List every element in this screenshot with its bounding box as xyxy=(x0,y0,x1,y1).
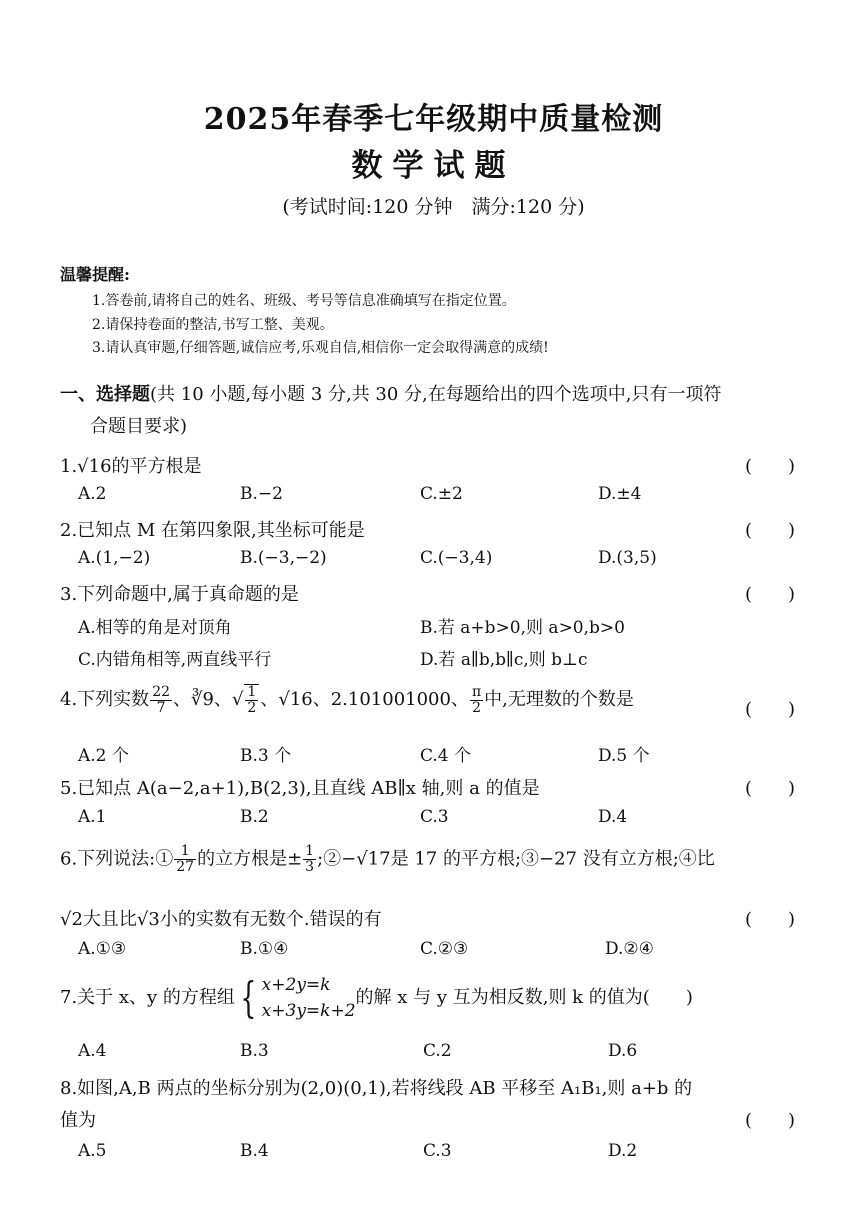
option-c: C.②③ xyxy=(420,939,469,959)
section-desc: (共 10 小题,每小题 3 分,共 30 分,在每题给出的四个选项中,只有一项符 xyxy=(150,384,722,405)
option-d: D.6 xyxy=(608,1041,638,1061)
question-6-line2: √2大且比√3小的实数有无数个.错误的有 xyxy=(60,909,382,930)
question-3-stem: 3.下列命题中,属于真命题的是 xyxy=(60,584,299,605)
numerator: π xyxy=(471,683,482,700)
fraction xyxy=(244,684,259,716)
tip-item: 1.答卷前,请将自己的姓名、班级、考号等信息准确填写在指定位置。 xyxy=(92,293,516,309)
answer-paren: ( ) xyxy=(745,456,796,477)
exam-title: 2025年春季七年级期中质量检测 xyxy=(203,102,664,137)
option-d: D.(3,5) xyxy=(598,548,657,568)
question-4-stem: 4.下列实数 $\frac{22}{7}$ 、∛9、√ $\frac{1}{2}$ 、√16、2.101001000、 $\frac{\pi}{2}$ 中,无理数的个数是 xyxy=(60,683,634,716)
brace: { xyxy=(240,973,257,1022)
answer-paren: ( ) xyxy=(745,778,796,799)
option-b: B.−2 xyxy=(240,484,283,504)
numerator: 1 xyxy=(247,684,257,700)
option-b: B.3 xyxy=(240,1041,269,1061)
tips-heading: 温馨提醒: xyxy=(60,265,130,284)
denominator: 2 xyxy=(472,699,482,716)
equation-system xyxy=(262,972,356,1024)
option-c: C.3 xyxy=(423,1141,452,1161)
option-c: C.±2 xyxy=(420,484,463,504)
exam-info: (考试时间:120 分钟 满分:120 分) xyxy=(282,196,585,218)
numerator: 1 xyxy=(305,843,315,859)
answer-paren: ( ) xyxy=(745,909,796,930)
section-heading xyxy=(60,380,722,406)
option-b: B.若 a+b>0,则 a>0,b>0 xyxy=(420,618,625,638)
answer-paren: ( ) xyxy=(745,520,796,541)
q6-text: 的立方根是± xyxy=(197,848,303,870)
option-b: B.①④ xyxy=(240,939,289,959)
denominator: 2 xyxy=(247,700,257,716)
q6-text: ;②−√17是 17 的平方根;③−27 没有立方根;④比 xyxy=(317,848,715,870)
fraction xyxy=(174,844,196,875)
numerator: 22 xyxy=(152,683,171,700)
q4-text: 4.下列实数 xyxy=(60,689,150,710)
option-a: A.①③ xyxy=(78,939,127,959)
q7-text: 7.关于 x、y 的方程组 xyxy=(60,987,235,1008)
option-a: A.1 xyxy=(78,807,107,827)
answer-paren: ( ) xyxy=(745,584,796,605)
fraction xyxy=(470,685,483,716)
option-a: A.(1,−2) xyxy=(78,548,151,568)
question-6-stem xyxy=(60,844,715,875)
option-c: C.内错角相等,两直线平行 xyxy=(78,650,272,670)
option-c: C.(−3,4) xyxy=(420,548,493,568)
equation-1: x+2y=k xyxy=(261,975,331,995)
answer-paren: ( ) xyxy=(745,699,796,720)
q7-text: 的解 x 与 y 互为相反数,则 k 的值为( ) xyxy=(355,987,693,1008)
q6-text: 6.下列说法:① xyxy=(60,848,174,870)
question-1-stem: 1.√16的平方根是 xyxy=(60,456,202,477)
question-2-stem: 2.已知点 M 在第四象限,其坐标可能是 xyxy=(60,520,365,541)
option-b: B.2 xyxy=(240,807,269,827)
question-8-line2: 值为 xyxy=(60,1110,96,1131)
q4-text: 、√16、2.101001000、 xyxy=(260,689,469,710)
option-b: B.4 xyxy=(240,1141,269,1161)
fraction xyxy=(303,844,316,875)
question-8-stem: 8.如图,A,B 两点的坐标分别为(2,0)(0,1),若将线段 AB 平移至 A₁B₁,则 a+b 的 xyxy=(60,1078,693,1099)
q4-text: 中,无理数的个数是 xyxy=(484,689,634,710)
denominator: 7 xyxy=(156,699,166,716)
q4-text: 、∛9、 xyxy=(173,689,232,710)
option-a: A.5 xyxy=(78,1141,107,1161)
option-d: D.若 a∥b,b∥c,则 b⊥c xyxy=(420,650,588,670)
option-d: D.5 个 xyxy=(598,746,650,766)
option-c: C.2 xyxy=(423,1041,452,1061)
option-a: A.相等的角是对顶角 xyxy=(78,618,232,638)
option-b: B.3 个 xyxy=(240,746,292,766)
fraction xyxy=(150,685,172,716)
option-c: C.4 个 xyxy=(420,746,472,766)
section-title: 一、选择题 xyxy=(60,384,150,405)
question-7-stem xyxy=(60,972,693,1024)
question-5-stem: 5.已知点 A(a−2,a+1),B(2,3),且直线 AB∥x 轴,则 a 的值是 xyxy=(60,778,540,799)
answer-paren: ( ) xyxy=(745,1110,796,1131)
option-c: C.3 xyxy=(420,807,449,827)
tip-item: 2.请保持卷面的整洁,书写工整、美观。 xyxy=(92,317,334,333)
denominator: 27 xyxy=(176,859,195,875)
option-a: A.2 个 xyxy=(78,746,129,766)
exam-subject: 数学试题 xyxy=(351,148,516,184)
option-a: A.2 xyxy=(78,484,107,504)
section-desc-cont: 合题目要求) xyxy=(90,416,188,437)
option-d: D.②④ xyxy=(605,939,654,959)
option-a: A.4 xyxy=(78,1041,107,1061)
option-d: D.2 xyxy=(608,1141,638,1161)
tip-item: 3.请认真审题,仔细答题,诚信应考,乐观自信,相信你一定会取得满意的成绩! xyxy=(92,340,549,356)
option-d: D.4 xyxy=(598,807,628,827)
numerator: 1 xyxy=(174,844,196,860)
equation-2: x+3y=k+2 xyxy=(261,1001,356,1021)
option-b: B.(−3,−2) xyxy=(240,548,327,568)
option-d: D.±4 xyxy=(598,484,642,504)
denominator: 3 xyxy=(305,859,315,875)
